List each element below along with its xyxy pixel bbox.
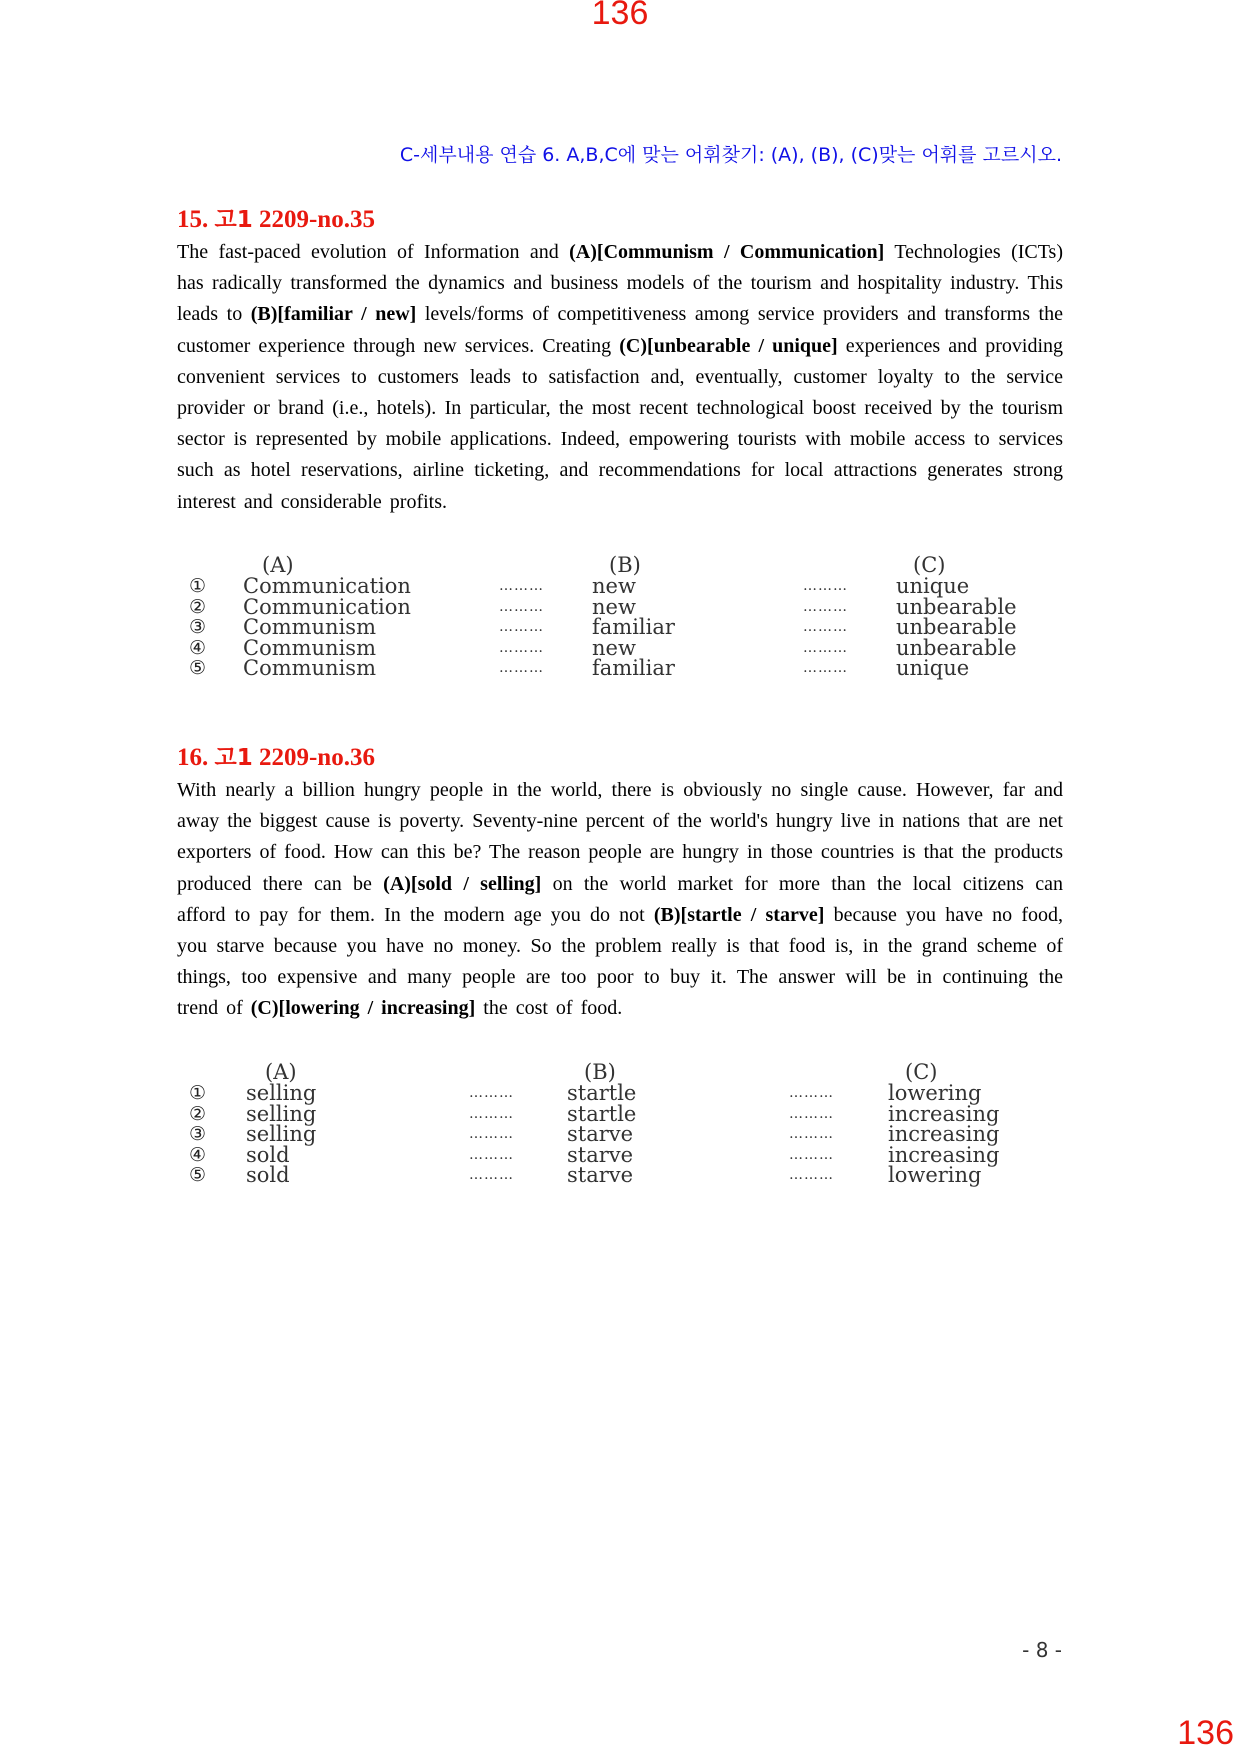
option-dots: ……… [803,598,848,615]
passage-segment: experiences and providing convenient services to customers leads to satisfaction and, eventually, customer loyalty to the service provider or brand (i.e., hotels). In particular, the most recent technological boost received by the tourism sector is represented by mobile applications. Indeed, empowering tourists with mobile access to services such as hotel reservations, airline ticketing, and recommendations for local attractions generates strong interest and considerable profits. [177,334,1064,513]
passage-blank-b: (B)[startle / starve] [653,903,825,926]
option-c: increasing [888,1101,1000,1126]
passage-segment: With nearly a billion hungry people in the world, there is obviously no single cause. However, far and away the biggest cause is poverty. Seventy-nine percent of the world's hungry live in nations that are net exporters of food. How can this be? The reason people are hungry in those countries is that the products produced there can be [177,779,1063,895]
instruction-heading: C-세부내용 연습 6. A,B,C에 맞는 어휘찾기: (A), (B), (C)맞는 어휘를 고르시오. [399,144,1062,166]
passage-blank-b: (B)[familiar / new] [250,303,417,326]
option-dots: ……… [469,1167,514,1184]
option-c: increasing [888,1142,1000,1167]
option-number: ② [189,595,207,618]
passage-segment: Technologies (ICTs) has radically transformed the dynamics and business models of the tourism and hospitality industry. This leads to [177,241,1063,326]
option-number: ③ [189,1123,207,1146]
header-a: (A) [265,1060,297,1084]
option-c: unbearable [896,635,1017,660]
option-c: lowering [888,1163,982,1188]
option-b: starve [567,1142,634,1167]
question-number: 15. [177,206,209,233]
option-row-2[interactable] [177,1101,1063,1126]
header-a: (A) [262,553,294,577]
question-title-15 [177,201,375,234]
header-c: (C) [905,1060,938,1084]
option-b: starve [567,1122,634,1147]
option-row-4[interactable] [177,635,1063,660]
option-a: sold [246,1163,290,1188]
option-c: unique [896,656,970,681]
option-dots: ……… [789,1105,834,1122]
question-grade: 고1 [214,745,253,771]
option-row-3[interactable] [177,1124,1063,1145]
option-c: unique [896,574,970,598]
option-number: ④ [189,1143,207,1166]
header-b: (B) [584,1060,616,1084]
option-row-4[interactable] [177,1142,1063,1167]
option-row-5[interactable] [177,658,1063,679]
option-b: startle [567,1101,637,1126]
header-b: (B) [609,553,641,577]
option-dots: ……… [469,1126,514,1143]
option-dots: ……… [499,598,544,615]
option-b: startle [567,1081,637,1105]
option-number: ② [189,1102,207,1125]
answer-options-16 [177,1061,1063,1186]
option-a: selling [246,1122,317,1147]
passage-blank-a: (A)[Communism / Communication] [569,241,885,263]
passage-15 [177,237,1063,518]
passage-segment: levels/forms of competitiveness among service providers and transforms the customer experience through new services. Creating [177,303,1063,357]
passage-blank-a: (A)[sold / selling] [383,872,542,895]
option-dots: ……… [469,1105,514,1122]
passage-segment: The fast-paced evolution of Information and [177,241,570,263]
question-title-16 [177,739,375,772]
answer-options-15 [177,554,1063,679]
option-dots: ……… [803,619,848,636]
option-c: lowering [888,1081,982,1105]
option-number: ⑤ [189,1164,207,1187]
option-dots: ……… [469,1085,514,1101]
option-c: unbearable [896,615,1017,640]
question-grade: 고1 [214,207,253,233]
option-b: new [592,594,636,619]
option-a: Communism [243,656,376,681]
option-a: selling [246,1081,317,1105]
page-number-bottom: 136 [1177,1714,1234,1752]
option-row-2[interactable] [177,594,1063,619]
options-header [177,1061,1063,1083]
option-number: ③ [189,616,207,639]
passage-segment: because you have no food, you starve because you have no money. So the problem really is that food is, in the grand scheme of things, too expensive and many people are too poor to buy it. The answer will be in continuing the trend of [177,903,1063,1020]
option-a: selling [246,1101,317,1126]
option-b: starve [567,1163,634,1188]
option-number: ① [189,1082,207,1104]
option-row-1[interactable] [177,1083,1063,1104]
option-dots: ……… [803,660,848,677]
option-number: ⑤ [189,657,207,680]
option-dots: ……… [803,578,848,594]
option-a: sold [246,1142,290,1167]
option-dots: ……… [789,1167,834,1184]
option-dots: ……… [469,1146,514,1163]
option-b: new [592,635,636,660]
option-number: ① [189,575,207,597]
passage-blank-c: (C)[lowering / increasing] [250,997,476,1020]
question-number: 16. [177,744,209,771]
option-dots: ……… [803,639,848,656]
option-dots: ……… [789,1126,834,1143]
option-c: increasing [888,1122,1000,1147]
passage-blank-c: (C)[unbearable / unique] [619,334,838,357]
option-row-5[interactable] [177,1165,1063,1186]
option-a: Communism [243,615,376,640]
question-code: 2209-no.35 [258,206,375,233]
option-dots: ……… [499,660,544,677]
option-dots: ……… [499,619,544,636]
page-footer: - 8 - [1022,1638,1062,1662]
option-dots: ……… [499,578,544,594]
option-number: ④ [189,636,207,659]
option-b: familiar [592,615,675,640]
passage-segment: the cost of food. [475,997,623,1020]
option-dots: ……… [499,639,544,656]
option-c: unbearable [896,594,1017,619]
question-code: 2209-no.36 [258,744,375,771]
option-dots: ……… [789,1085,834,1101]
option-row-1[interactable] [177,576,1063,597]
option-b: familiar [592,656,675,681]
page-number-top: 136 [591,0,649,32]
options-header [177,554,1063,576]
option-a: Communism [243,635,376,660]
passage-16 [177,775,1063,1025]
option-dots: ……… [789,1146,834,1163]
header-c: (C) [913,553,946,577]
option-a: Communication [243,574,411,598]
option-b: new [592,574,636,598]
option-row-3[interactable] [177,617,1063,638]
passage-segment: on the world market for more than the local citizens can afford to pay for them. In the modern age you do not [177,872,1064,926]
option-a: Communication [243,594,411,619]
